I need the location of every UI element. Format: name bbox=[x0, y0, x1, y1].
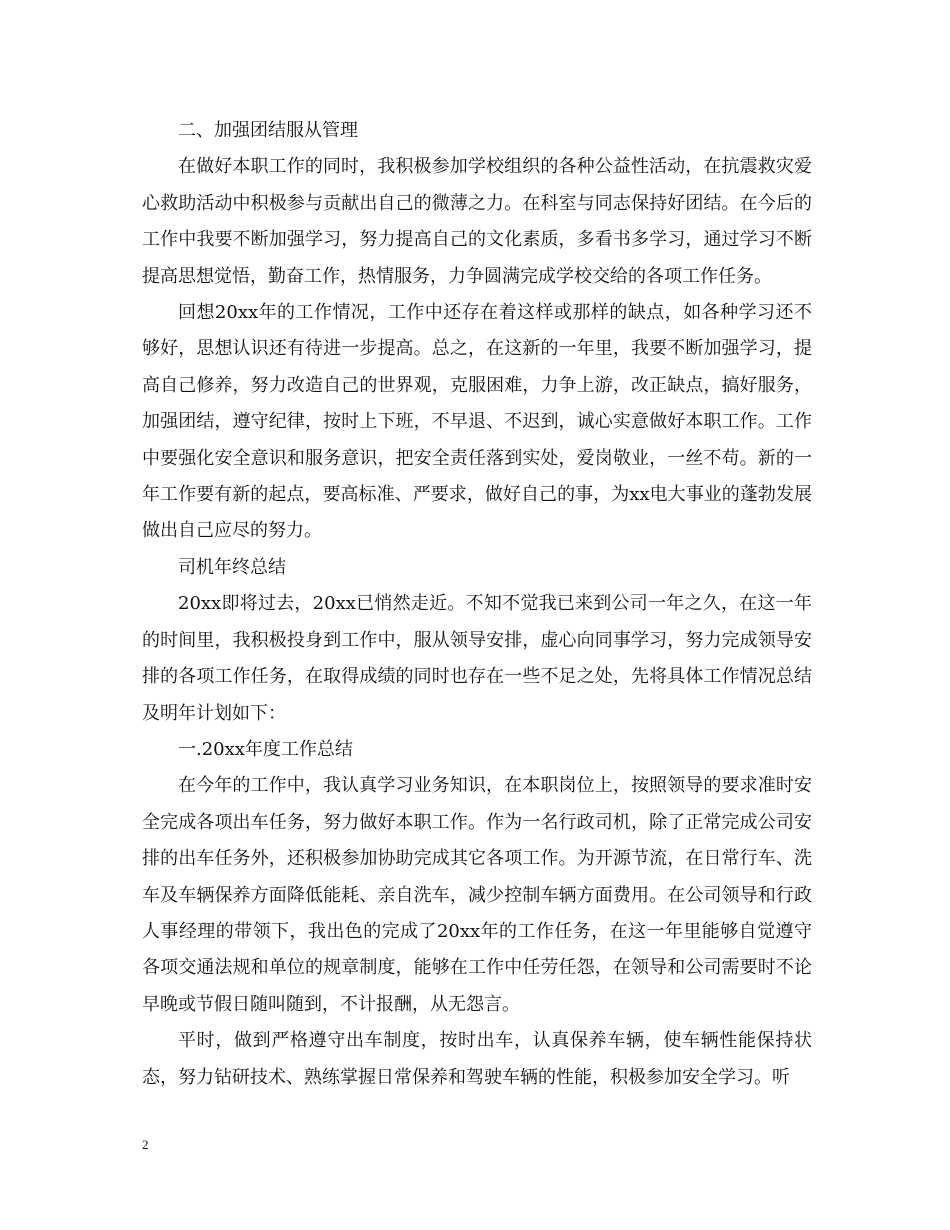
paragraph-work-details: 在今年的工作中，我认真学习业务知识，在本职岗位上，按照领导的要求准时安全完成各项出车任务，努力做好本职工作。作为一名行政司机，除了正常完成公司安排的出车任务外，还积极参加协助完成其它各项工作。为开源节流，在日常行车、洗车及车辆保养方面降低能耗、亲自洗车，减少控制车辆方面费用。在公司领导和行政人事经理的带领下，我出色的完成了20xx年的工作任务，在这一年里能够自觉遵守各项交通法规和单位的规章制度，能够在工作中任劳任怨，在领导和公司需要时不论早晚或节假日随叫随到，不计报酬，从无怨言。 bbox=[142, 775, 812, 1015]
paragraph-driver-intro: 20xx即将过去，20xx已悄然走近。不知不觉我已来到公司一年之久，在这一年的时间里，我积极投身到工作中，服从领导安排，虚心向同事学习，努力完成领导安排的各项工作任务，在取得成绩的同时也存在一些不足之处，先将具体工作情况总结及明年计划如下： bbox=[142, 593, 812, 724]
section-heading-unity: 二、加强团结服从管理 bbox=[178, 120, 358, 141]
section-title-driver-summary: 司机年终总结 bbox=[178, 556, 286, 578]
page-number: 2 bbox=[142, 1137, 149, 1152]
paragraph-year-review: 回想20xx年的工作情况，工作中还存在着这样或那样的缺点，如各种学习还不够好，思想认识还有待进一步提高。总之，在这新的一年里，我要不断加强学习，提高自己修养，努力改造自己的世界观，克服困难，力争上游，改正缺点，搞好服务，加强团结，遵守纪律，按时上下班，不早退、不迟到，诚心实意做好本职工作。工作中要强化安全意识和服务意识，把安全责任落到实处，爱岗敬业，一丝不苟。新的一年工作要有新的起点，要高标准、严要求，做好自己的事，为xx电大事业的蓬勃发展做出自己应尽的努力。 bbox=[142, 302, 812, 542]
paragraph-daily-practice: 平时，做到严格遵守出车制度，按时出车，认真保养车辆，使车辆性能保持状态，努力钻研技术、熟练掌握日常保养和驾驶车辆的性能，积极参加安全学习。听 bbox=[142, 1030, 812, 1088]
section-heading-annual-summary: 一.20xx年度工作总结 bbox=[178, 738, 353, 760]
paragraph-public-activities: 在做好本职工作的同时，我积极参加学校组织的各种公益性活动，在抗震救灾爱心救助活动中积极参与贡献出自己的微薄之力。在科室与同志保持好团结。在今后的工作中我要不断加强学习，努力提高自己的文化素质，多看书多学习，通过学习不断提高思想觉悟，勤奋工作，热情服务，力争圆满完成学校交给的各项工作任务。 bbox=[142, 156, 812, 287]
document-body bbox=[142, 113, 812, 1096]
